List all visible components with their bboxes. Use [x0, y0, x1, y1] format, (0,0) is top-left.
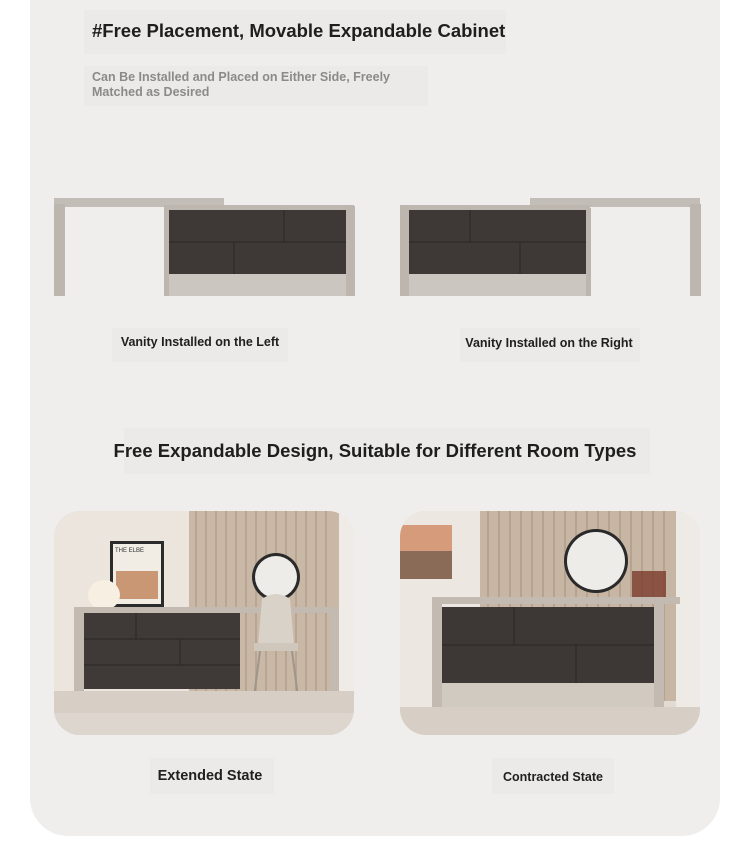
page-title: #Free Placement, Movable Expandable Cabinet — [92, 20, 506, 41]
section-heading: Free Expandable Design, Suitable for Different Room Types — [113, 440, 637, 461]
vanity-right-diagram — [400, 198, 702, 298]
left-caption: Vanity Installed on the Left — [120, 335, 280, 349]
page-subtitle: Can Be Installed and Placed on Either Side, Freely Matched as Desired — [92, 70, 391, 99]
contracted-caption: Contracted State — [502, 770, 604, 784]
poster-text: THE ELBE — [115, 548, 145, 554]
vanity-left-diagram — [54, 198, 356, 298]
extended-caption: Extended State — [157, 768, 263, 784]
right-caption: Vanity Installed on the Right — [465, 336, 633, 350]
contracted-state-photo — [400, 511, 700, 735]
extended-state-photo — [54, 511, 354, 735]
